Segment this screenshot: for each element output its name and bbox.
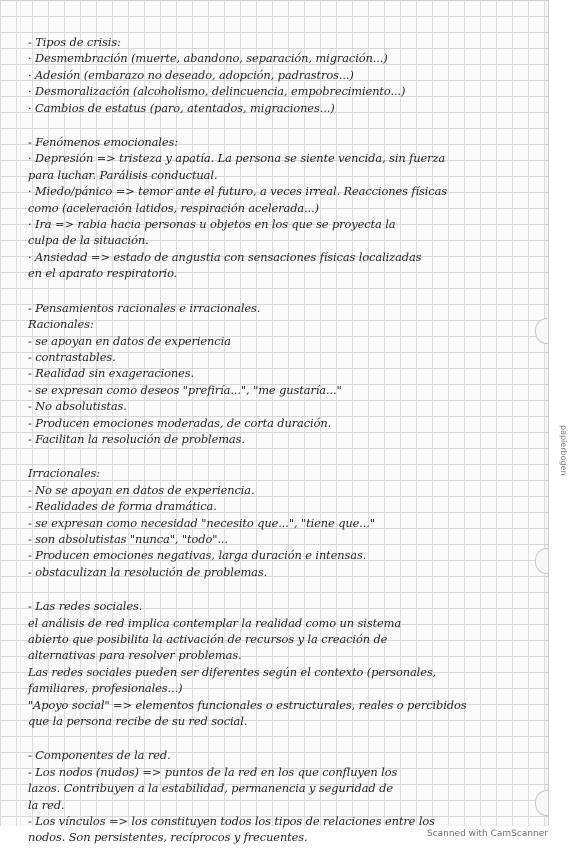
rational-line-4: - se expresan como deseos "prefiría...", "me gustaría..." — [28, 382, 342, 397]
social-network-line-7: que la persona recibe de su red social. — [28, 714, 248, 729]
emotion-line-1: · Depresión => tristeza y apatía. La persona se siente vencida, sin fuerza — [28, 151, 446, 166]
section-crisis-types — [28, 34, 538, 116]
rational-subheading: Racionales: — [28, 317, 94, 332]
crisis-type-line-4: · Cambios de estatus (paro, atentados, migraciones...) — [28, 100, 335, 115]
rational-line-2: - contrastables. — [28, 349, 116, 364]
emotion-line-8: en el aparato respiratorio. — [28, 266, 178, 281]
emotion-line-4: como (aceleración latidos, respiración acelerada...) — [28, 200, 319, 215]
irrational-line-6: - obstaculizan la resolución de problemas. — [28, 564, 268, 579]
component-line-5: nodos. Son persistentes, recíprocos y frecuentes. — [28, 830, 308, 845]
social-network-line-2: abierto que posibilita la activación de recursos y la creación de — [28, 632, 388, 646]
rational-line-6: - Producen emociones moderadas, de corta duración. — [28, 415, 332, 430]
section-irrational-thoughts — [28, 465, 538, 580]
section-rational-thoughts — [28, 300, 538, 448]
section-heading-network-components: - Componentes de la red. — [28, 748, 171, 763]
emotion-line-2: para luchar. Parálisis conductual. — [28, 167, 218, 182]
component-line-4: - Los vínculos => los constituyen todos los tipos de relaciones entre los — [28, 814, 435, 829]
irrational-line-1: - No se apoyan en datos de experiencia. — [28, 482, 255, 497]
rational-line-7: - Facilitan la resolución de problemas. — [28, 431, 245, 446]
rational-line-1: - se apoyan en datos de experiencia — [28, 333, 231, 348]
handwritten-notes — [28, 34, 538, 864]
emotion-line-6: culpa de la situación. — [28, 233, 149, 248]
crisis-type-line-3: · Desmoralización (alcoholismo, delincuencia, empobrecimiento...) — [28, 84, 406, 99]
emotion-line-3: · Miedo/pánico => temor ante el futuro, a veces irreal. Reacciones físicas — [28, 184, 448, 199]
irrational-line-5: - Producen emociones negativas, larga duración e intensas. — [28, 548, 367, 563]
social-network-line-5: familiares, profesionales...) — [28, 681, 183, 696]
social-network-line-6: "Apoyo social" => elementos funcionales o estructurales, reales o percibidos — [28, 697, 467, 712]
social-network-line-1: el análisis de red implica contemplar la realidad como un sistema — [28, 615, 402, 630]
social-network-line-4: Las redes sociales pueden ser diferentes según el contexto (personales, — [28, 664, 437, 679]
social-network-line-3: alternativas para resolver problemas. — [28, 648, 242, 663]
sheet-margin-line — [20, 0, 21, 826]
paper-brand-mark: papierbogen — [559, 425, 568, 476]
emotion-line-5: · Ira => rabia hacia personas u objetos en los que se proyecta la — [28, 217, 396, 232]
component-line-3: la red. — [28, 797, 65, 812]
rational-line-3: - Realidad sin exageraciones. — [28, 366, 195, 381]
section-social-networks — [28, 598, 538, 729]
scan-footer: Scanned with CamScanner — [426, 829, 548, 839]
irrational-line-4: - son absolutistas "nunca", "todo"... — [28, 531, 228, 546]
section-heading-crisis-types: - Tipos de crisis: — [28, 35, 121, 49]
crisis-type-line-1: · Desmembración (muerte, abandono, separación, migración...) — [28, 51, 388, 66]
irrational-line-3: - se expresan como necesidad "necesito que...", "tiene que..." — [28, 515, 375, 530]
irrational-subheading: Irracionales: — [28, 466, 100, 481]
rational-line-5: - No absolutistas. — [28, 399, 127, 414]
component-line-1: - Los nodos (nudos) => puntos de la red en los que confluyen los — [28, 764, 398, 779]
section-heading-thoughts: - Pensamientos racionales e irracionales. — [28, 300, 261, 315]
crisis-type-line-2: · Adesión (embarazo no deseado, adopción, padrastros...) — [28, 67, 354, 82]
component-line-2: lazos. Contribuyen a la estabilidad, permanencia y seguridad de — [28, 781, 393, 796]
section-heading-emotional-phenomena: - Fenómenos emocionales: — [28, 135, 178, 150]
section-emotional-phenomena — [28, 134, 538, 282]
section-heading-social-networks: - Las redes sociales. — [28, 599, 143, 614]
emotion-line-7: · Ansiedad => estado de angustia con sensaciones físicas localizadas — [28, 249, 422, 264]
irrational-line-2: - Realidades de forma dramática. — [28, 499, 217, 514]
